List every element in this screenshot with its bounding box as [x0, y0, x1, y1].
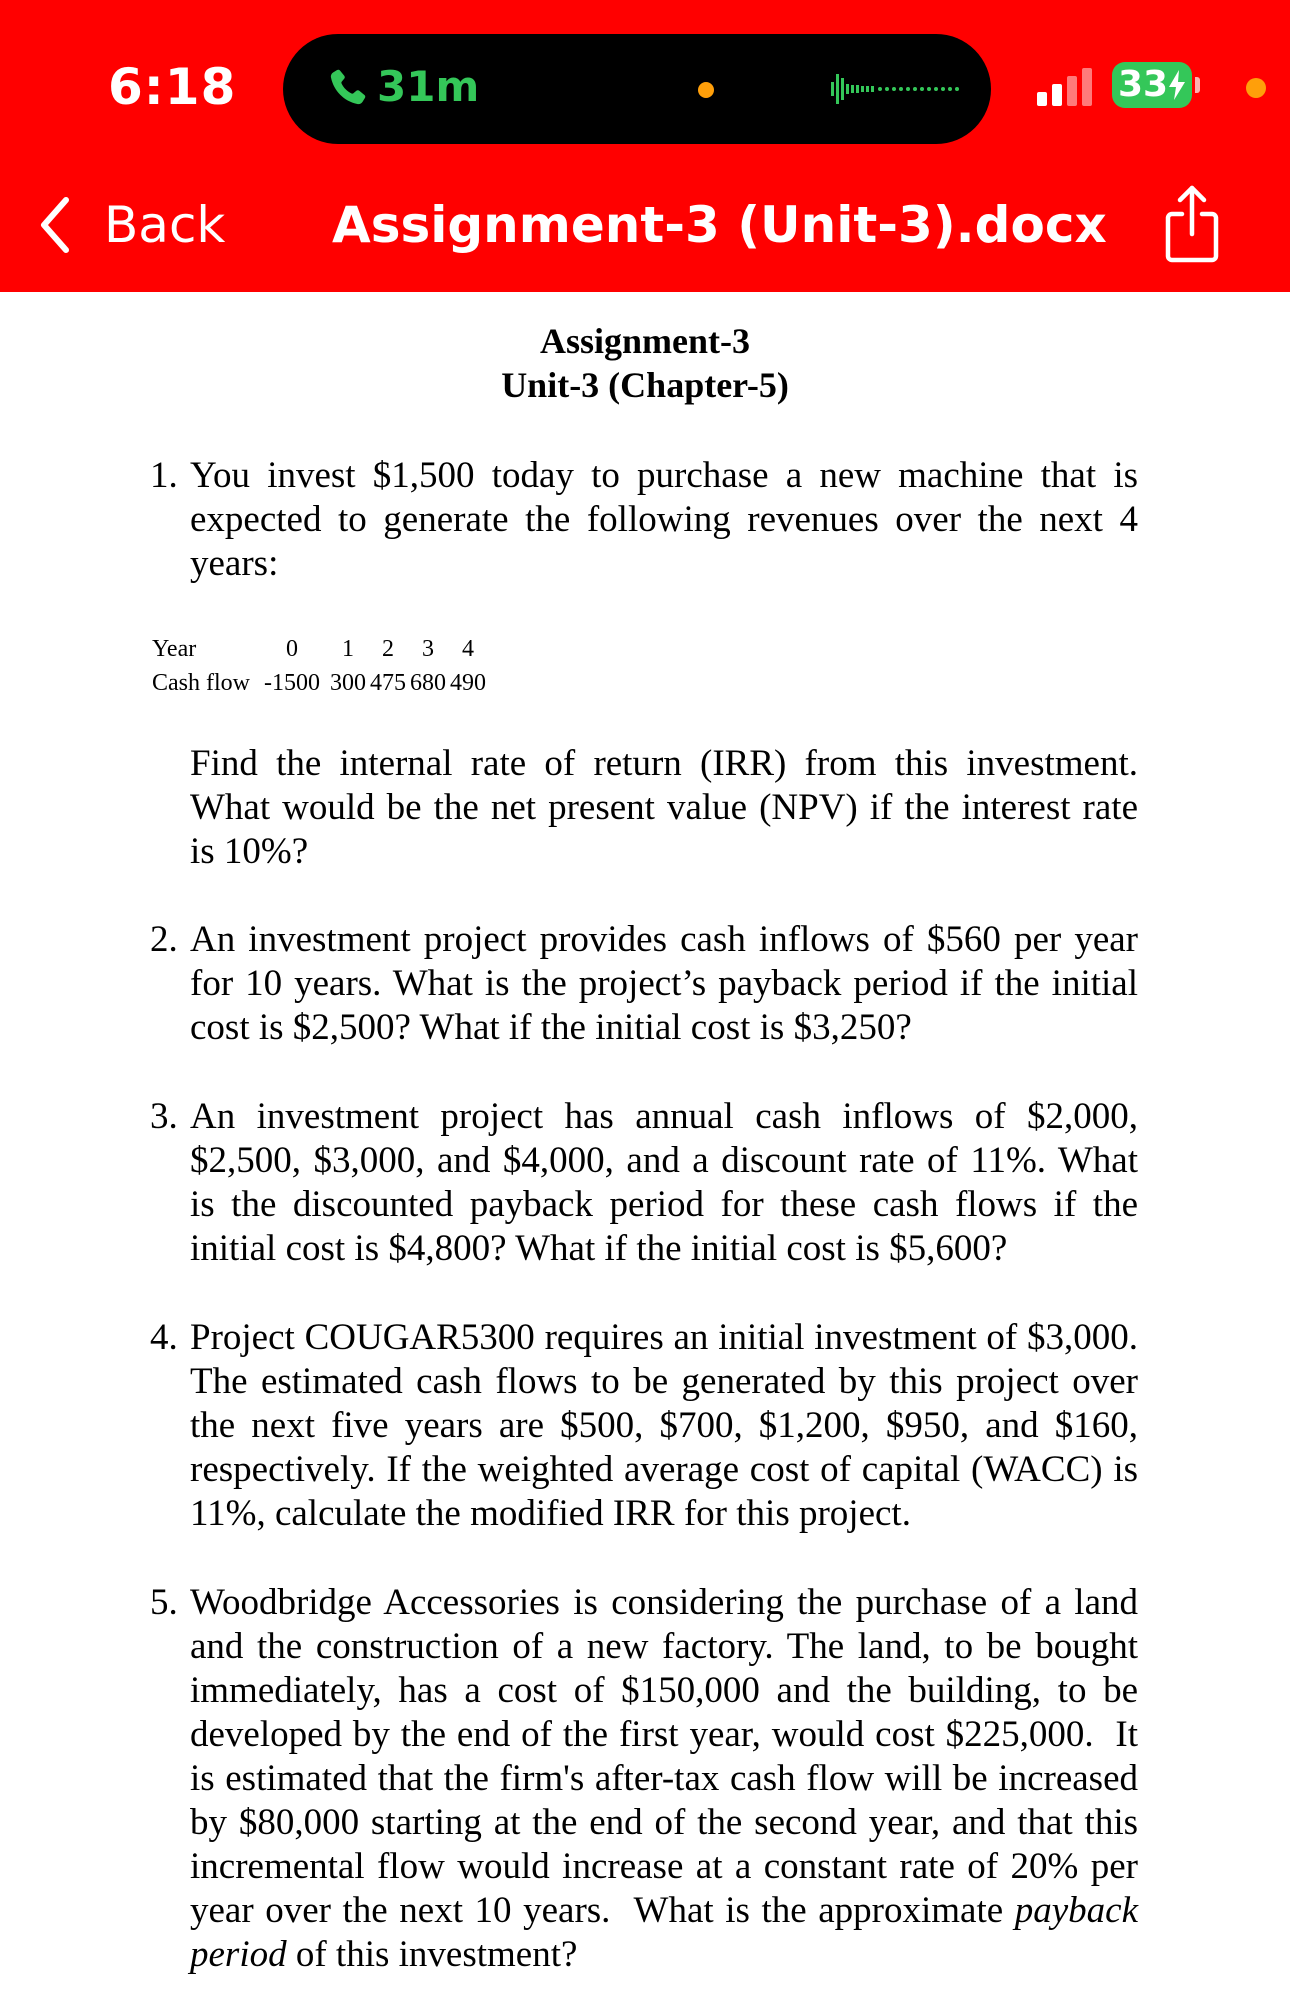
battery-indicator: [1112, 62, 1192, 108]
question-text: An investment project provides cash inflows of $560 per year for 10 years. What is the project’s payback period if the initial cost is $2,500? What if the initial cost is $3,250?: [190, 919, 1138, 1048]
table-cell: 0: [286, 635, 298, 662]
year-label: Year: [152, 635, 197, 662]
question-1-followup: Find the internal rate of return (IRR) from this investment. What would be the net present value (NPV) if the interest rate is 10%?: [190, 743, 1138, 872]
chevron-left-icon: [38, 196, 72, 254]
back-label: Back: [104, 196, 226, 254]
question-text: You invest $1,500 today to purchase a new machine that is expected to generate the following revenues over the next 4 years:: [190, 455, 1138, 584]
table-cell: 2: [382, 635, 394, 662]
question-number: 2.: [150, 919, 178, 960]
table-cell: 300: [330, 669, 366, 696]
battery-level: 33: [1117, 64, 1169, 105]
question-number: 4.: [150, 1317, 178, 1358]
question-number: 3.: [150, 1096, 178, 1137]
table-cell: 1: [342, 635, 354, 662]
table-cell: 680: [410, 669, 446, 696]
question-text: An investment project has annual cash inflows of $2,000, $2,500, $3,000, and $4,000, and a discount rate of 11%. What is the discounted payback period for these cash flows if the initial cost is $4,800? What if the initial cost is $5,600?: [190, 1096, 1138, 1269]
assignment-subtitle: Unit-3 (Chapter-5): [501, 365, 789, 405]
audio-waveform-icon: [831, 72, 961, 106]
cash-flow-label: Cash flow: [152, 669, 250, 696]
question-4: [150, 1316, 1138, 1536]
privacy-indicator-dot: [698, 82, 714, 98]
charging-bolt-icon: [1168, 70, 1186, 100]
question-1: [150, 454, 1138, 586]
question-3: [150, 1095, 1138, 1271]
question-number: 5.: [150, 1582, 178, 1623]
battery-cap: [1195, 77, 1200, 93]
phone-icon: [325, 66, 369, 110]
app-header: [0, 0, 1290, 292]
table-cell: -1500: [264, 669, 320, 696]
question-text-part: Woodbridge Accessories is considering the purchase of a land and the construction of a new factory. The land, to be bought immediately, has a cost of $150,000 and the building, to be developed by the end of the first year, would cost $225,000.: [190, 1582, 1138, 1755]
question-text: [190, 1581, 1138, 1977]
question-2: [150, 918, 1138, 1050]
question-text: Project COUGAR5300 requires an initial investment of $3,000. The estimated cash flows to be generated by this project over the next five years are $500, $700, $1,200, $950, and $160, respectively. If the weighted average cost of capital (WACC) is 11%, calculate the modified IRR for this project.: [190, 1317, 1138, 1534]
question-text-part: What is the approximate: [633, 1890, 1004, 1931]
table-cell: 475: [370, 669, 406, 696]
recording-indicator-dot: [1246, 78, 1266, 98]
question-text-part: of this investment?: [295, 1934, 578, 1975]
question-5: [150, 1581, 1138, 1977]
table-cell: 3: [422, 635, 434, 662]
assignment-title: Assignment-3: [539, 321, 750, 361]
dynamic-island[interactable]: [283, 34, 991, 144]
status-time: 6:18: [108, 58, 237, 116]
back-button[interactable]: [38, 190, 225, 260]
share-icon[interactable]: [1160, 184, 1224, 264]
table-row-year: [152, 632, 488, 666]
table-cell: 4: [462, 635, 474, 662]
cash-flow-table: [152, 632, 488, 700]
cellular-signal-icon: [1037, 68, 1095, 106]
table-cell: 490: [450, 669, 486, 696]
question-number: 1.: [150, 455, 178, 496]
call-duration: 31m: [377, 62, 480, 111]
document-title: Assignment-3 (Unit-3).docx: [332, 196, 1107, 254]
table-row-cash-flow: [152, 666, 488, 700]
question-text-part: It is estimated that the firm's after-tax cash flow will be increased by $80,000 starting at the end of the second year, and that this incremental flow would increase at a constant rate of 20% per year over the next 10 years.: [190, 1714, 1138, 1931]
emphasized-term: payback period: [190, 1890, 1138, 1975]
